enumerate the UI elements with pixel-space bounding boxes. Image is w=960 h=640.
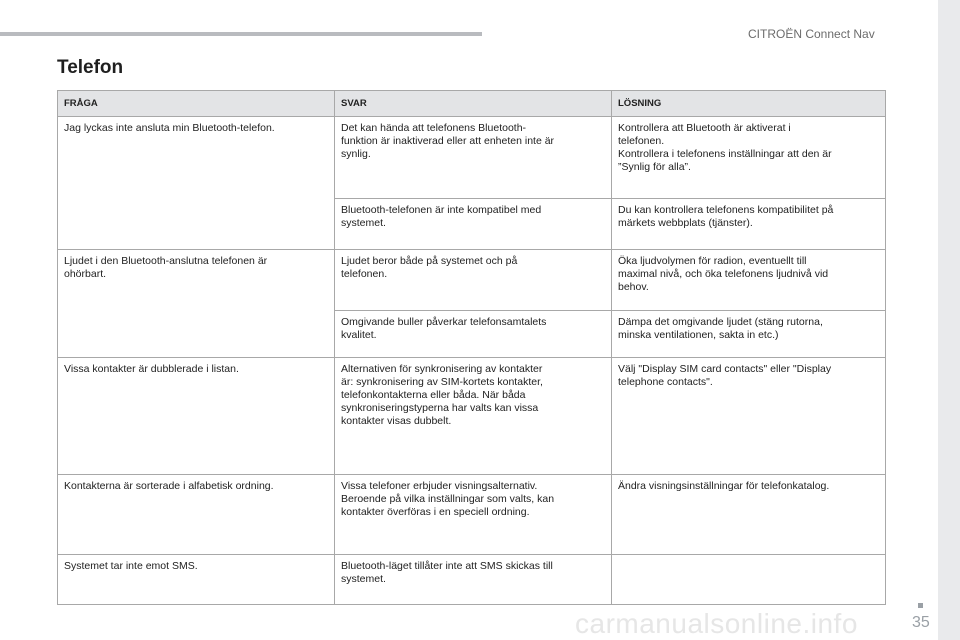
answer-text: Bluetooth-telefonen är inte kompatibel med systemet. bbox=[341, 204, 542, 229]
question-text: Ljudet i den Bluetooth-anslutna telefonen är ohörbart. bbox=[64, 255, 268, 280]
solution-text: Öka ljudvolymen för radion, eventuellt till maximal nivå, och öka telefonens ljudnivå vid behov. bbox=[618, 255, 829, 293]
answer-cell bbox=[335, 555, 612, 605]
column-header-answer: SVAR bbox=[335, 91, 612, 117]
solution-text: Kontrollera att Bluetooth är aktiverat i telefonen. Kontrollera i telefonens inställningar att den är ”Synlig för alla”. bbox=[618, 122, 832, 173]
solution-text: Ändra visningsinställningar för telefonkatalog. bbox=[618, 480, 830, 492]
question-cell bbox=[58, 117, 335, 250]
table-row bbox=[58, 555, 886, 605]
answer-cell bbox=[335, 311, 612, 358]
answer-text: Vissa telefoner erbjuder visningsalternativ. Beroende på vilka inställningar som valts, kan kontakter överföras i en speciell ordning. bbox=[341, 480, 555, 518]
question-text: Systemet tar inte emot SMS. bbox=[64, 560, 198, 572]
column-header-question: FRÅGA bbox=[58, 91, 335, 117]
answer-text: Bluetooth-läget tillåter inte att SMS skickas till systemet. bbox=[341, 560, 553, 585]
table-header-row bbox=[58, 91, 886, 117]
column-header-solution: LÖSNING bbox=[612, 91, 886, 117]
question-cell bbox=[58, 475, 335, 555]
answer-cell bbox=[335, 250, 612, 311]
page-title: Telefon bbox=[57, 57, 124, 78]
page-marker-icon bbox=[918, 603, 923, 608]
solution-text: Välj "Display SIM card contacts" eller "Display telephone contacts". bbox=[618, 363, 832, 388]
solution-text: Du kan kontrollera telefonens kompatibilitet på märkets webbplats (tjänster). bbox=[618, 204, 834, 229]
table-row bbox=[58, 358, 886, 475]
solution-cell bbox=[612, 117, 886, 199]
answer-text: Ljudet beror både på systemet och på telefonen. bbox=[341, 255, 518, 280]
header-rule bbox=[0, 32, 482, 36]
answer-cell bbox=[335, 199, 612, 250]
page-number: 35 bbox=[912, 614, 930, 631]
table-row bbox=[58, 250, 886, 311]
table-row bbox=[58, 475, 886, 555]
answer-text: Alternativen för synkronisering av kontakter är: synkronisering av SIM-kortets kontakter, telefonkontakterna eller båda. När båda synkroniseringstyperna har valts kan vissa kontakter visas dubbelt. bbox=[341, 363, 543, 427]
answer-text: Det kan hända att telefonens Bluetooth- funktion är inaktiverad eller att enheten inte är synlig. bbox=[341, 122, 555, 160]
question-cell bbox=[58, 250, 335, 358]
watermark: carmanualsonline.info bbox=[575, 608, 858, 639]
solution-text: Dämpa det omgivande ljudet (stäng rutorna, minska ventilationen, sakta in etc.) bbox=[618, 316, 823, 341]
solution-cell bbox=[612, 199, 886, 250]
question-text: Jag lyckas inte ansluta min Bluetooth-telefon. bbox=[64, 122, 275, 134]
answer-cell bbox=[335, 358, 612, 475]
solution-cell bbox=[612, 250, 886, 311]
page-edge-band bbox=[938, 0, 960, 640]
answer-cell bbox=[335, 117, 612, 199]
answer-cell bbox=[335, 475, 612, 555]
solution-cell bbox=[612, 311, 886, 358]
solution-cell bbox=[612, 555, 886, 605]
solution-cell bbox=[612, 475, 886, 555]
table-row bbox=[58, 117, 886, 199]
question-text: Kontakterna är sorterade i alfabetisk ordning. bbox=[64, 480, 274, 492]
solution-cell bbox=[612, 358, 886, 475]
question-cell bbox=[58, 555, 335, 605]
question-text: Vissa kontakter är dubblerade i listan. bbox=[64, 363, 239, 375]
header-brand: CITROËN Connect Nav bbox=[748, 27, 875, 41]
faq-table bbox=[57, 90, 886, 605]
answer-text: Omgivande buller påverkar telefonsamtalets kvalitet. bbox=[341, 316, 547, 341]
question-cell bbox=[58, 358, 335, 475]
